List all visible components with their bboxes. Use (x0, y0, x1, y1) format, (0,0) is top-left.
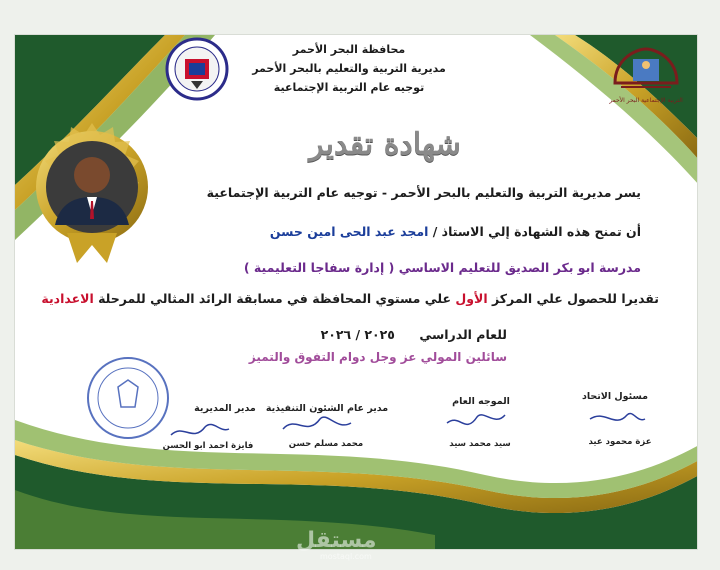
achievement-line (41, 291, 659, 306)
watermark-url: mostaql.com (320, 552, 372, 561)
header-line-3: توجيه عام التربية الإجتماعية (273, 81, 425, 94)
achievement-prefix: تقديرا للحصول علي المركز (492, 291, 659, 306)
signature-name-2: سيد محمد سيد (449, 439, 511, 449)
social-education-logo-icon (607, 43, 685, 93)
right-logo-text: التربية الإجتماعية البحر الأحمر (609, 97, 683, 104)
academic-year-line (321, 327, 507, 342)
signature-name-4: فايزة احمد ابو الحسن (162, 441, 254, 451)
prayer-line: سائلين المولي عز وجل دوام التفوق والتميز (248, 350, 507, 364)
recipient-name: امجد عبد الحى امين حسن (269, 224, 429, 239)
school-name: مدرسة ابو بكر الصديق للتعليم الاساسي (398, 260, 641, 275)
signature-title-4: مدير المديرية (194, 403, 256, 414)
signature-title-1: مسئول الاتحاد (581, 391, 649, 402)
signature-scribbles (171, 413, 645, 435)
year-label: للعام الدراسي (419, 327, 507, 342)
right-logo (607, 43, 685, 104)
achievement-mid: علي مستوي المحافظة في مسابقة الرائد المثالي للمرحلة (98, 291, 452, 306)
administration-name: ( إدارة سفاجا التعليمية ) (243, 260, 395, 275)
header-line-1: محافظة البحر الأحمر (292, 43, 406, 56)
left-logo (165, 37, 229, 101)
achievement-stage: الاعدادية (41, 291, 94, 306)
directorate-logo-icon (165, 37, 229, 101)
certificate (14, 34, 698, 550)
signature-name-3: محمد مسلم حسن (288, 439, 364, 449)
header-line-2: مديرية التربية والتعليم بالبحر الأحمر (252, 62, 446, 75)
school-line (244, 260, 641, 275)
body-line-1: يسر مديرية التربية والتعليم بالبحر الأحمر - توجيه عام التربية الإجتماعية (206, 185, 641, 200)
signature-title-2: الموجه العام (452, 396, 510, 407)
grant-prefix: أن تمنح هذه الشهادة إلي الاستاذ / (432, 224, 641, 239)
certificate-title: شهادة تقدير (309, 127, 461, 162)
signature-title-3: مدير عام الشئون التنفيذية (265, 403, 389, 414)
official-stamp (88, 358, 168, 438)
watermark-brand: مستقل (296, 528, 377, 553)
achievement-rank: الأول (455, 291, 488, 306)
signature-name-1: عزة محمود عيد (588, 437, 652, 447)
academic-year: ٢٠٢٥ / ٢٠٢٦ (320, 327, 395, 342)
grant-line (270, 224, 641, 239)
